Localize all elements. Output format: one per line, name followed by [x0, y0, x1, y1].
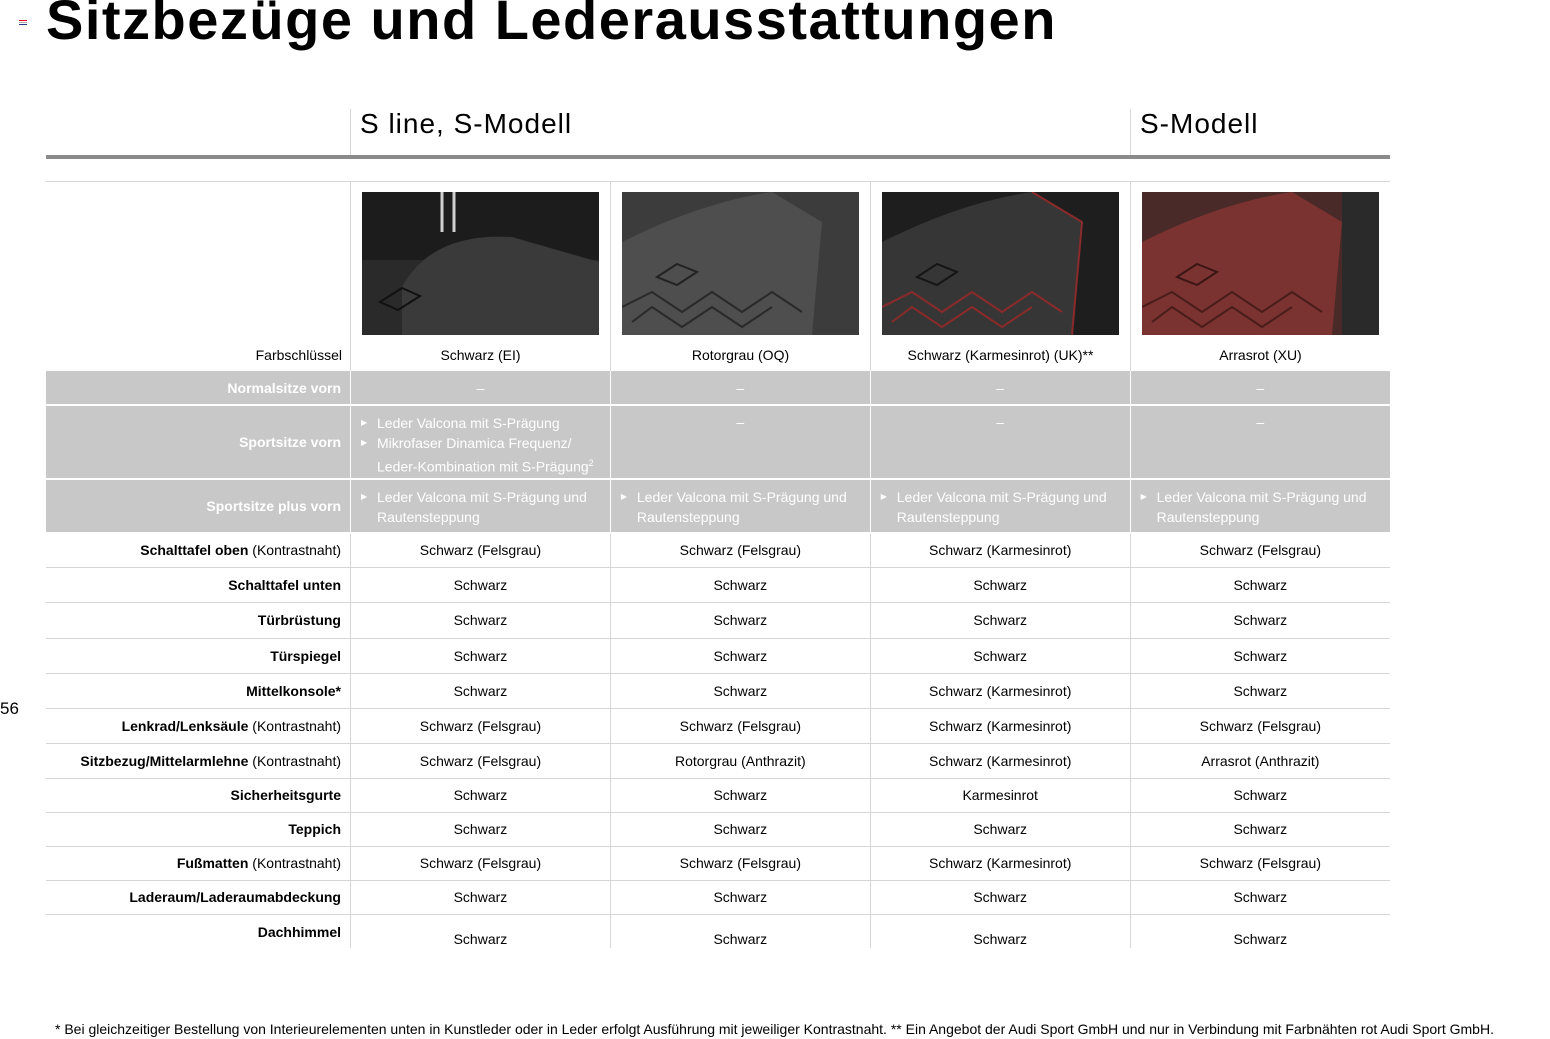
- row-label: [46, 846, 351, 880]
- table-cell: –: [870, 371, 1130, 405]
- table-cell: [610, 479, 870, 533]
- table-cell: Schwarz: [870, 602, 1130, 638]
- row-label: [46, 778, 351, 812]
- row-label-main: Dachhimmel: [257, 923, 341, 940]
- table-cell: Schwarz: [610, 914, 870, 948]
- table-cell: [870, 479, 1130, 533]
- table-cell: Schwarz: [610, 638, 870, 673]
- table-row: [46, 533, 1390, 567]
- swatch-rotorgrau: [610, 182, 870, 371]
- table-cell: Schwarz: [351, 673, 611, 708]
- table-cell: Schwarz: [1130, 812, 1390, 846]
- table-cell: Schwarz: [351, 638, 611, 673]
- row-label-main: Schalttafel oben: [140, 542, 249, 559]
- model-header-sline: S line, S-Modell: [350, 109, 1130, 155]
- row-label-main: Türbrüstung: [257, 612, 341, 628]
- row-label-main: Laderaum/Laderaumabdeckung: [129, 889, 341, 905]
- row-label-suffix: (Kontrastnaht): [248, 717, 341, 734]
- row-label: Sportsitze plus vorn: [46, 479, 351, 533]
- table-cell: Schwarz (Karmesinrot): [870, 533, 1130, 567]
- row-label: [46, 708, 351, 743]
- table-cell: –: [1130, 371, 1390, 405]
- table-cell: Schwarz: [1130, 914, 1390, 948]
- table-cell: Schwarz: [870, 567, 1130, 602]
- seat-row-normal: [46, 371, 1390, 405]
- table-row: [46, 812, 1390, 846]
- row-label-suffix: (Kontrastnaht): [248, 855, 341, 871]
- table-cell: Schwarz: [351, 880, 611, 914]
- table-cell: Schwarz (Karmesinrot): [870, 673, 1130, 708]
- swatch-name: Schwarz (Karmesinrot) (UK)**: [907, 347, 1094, 363]
- list-item: ▶ Leder Valcona mit S-Prägung: [361, 413, 601, 433]
- table-cell: Schwarz: [351, 812, 611, 846]
- list-item: ▶ Leder Valcona mit S-Prägung und Rautensteppung: [881, 487, 1121, 527]
- page-title: Sitzbezüge und Lederausstattungen: [46, 0, 1057, 51]
- table-cell: Schwarz (Felsgrau): [1130, 846, 1390, 880]
- table-cell: Schwarz: [351, 914, 611, 948]
- menu-icon[interactable]: [19, 20, 27, 26]
- table-cell: [351, 405, 611, 479]
- table-cell: Schwarz: [870, 638, 1130, 673]
- row-label-main: Schalttafel unten: [228, 576, 341, 593]
- list-item: ▶ Leder Valcona mit S-Prägung und Rautensteppung: [621, 487, 861, 527]
- table-cell: –: [610, 405, 870, 479]
- seat-row-sport: [46, 405, 1390, 479]
- table-cell: Schwarz: [610, 812, 870, 846]
- table-cell: Schwarz (Felsgrau): [351, 708, 611, 743]
- row-label-main: Mittelkonsole*: [246, 682, 341, 699]
- table-cell: –: [351, 371, 611, 405]
- model-header-smodell: S-Modell: [1130, 109, 1390, 155]
- table-cell: Schwarz: [1130, 638, 1390, 673]
- list-item: ▶ Leder Valcona mit S-Prägung und Rautensteppung: [361, 487, 601, 527]
- header-divider: [46, 155, 1390, 159]
- row-label: Sportsitze vorn: [46, 405, 351, 479]
- list-item: ▶ Leder Valcona mit S-Prägung und Rautensteppung: [1141, 487, 1381, 527]
- table-cell: Schwarz: [870, 914, 1130, 948]
- table-cell: Schwarz (Felsgrau): [1130, 708, 1390, 743]
- swatch-schwarz-karmesinrot: [870, 182, 1130, 371]
- table-cell: Arrasrot (Anthrazit): [1130, 743, 1390, 778]
- seat-black-icon: [362, 192, 599, 335]
- table-cell: Schwarz: [1130, 567, 1390, 602]
- colour-swatch-row: [46, 181, 1390, 371]
- table-row: [46, 567, 1390, 602]
- table-cell: Schwarz: [1130, 602, 1390, 638]
- model-header: [46, 109, 1390, 158]
- table-cell: Schwarz (Felsgrau): [610, 533, 870, 567]
- colour-key-label: Farbschlüssel: [255, 347, 342, 363]
- table-row: [46, 743, 1390, 778]
- table-cell: Schwarz (Karmesinrot): [870, 846, 1130, 880]
- table-row: [46, 602, 1390, 638]
- table-cell: Schwarz: [1130, 778, 1390, 812]
- row-label: [46, 743, 351, 778]
- footnote: * Bei gleichzeitiger Bestellung von Interieurelementen unten in Kunstleder oder in Leder erfolgt Ausführung mit jeweiliger Kontrastnaht. ** Ein Angebot der Audi Sport GmbH und nur in Verbindung mit Farbnähten rot Audi Sport GmbH.: [55, 1021, 1494, 1037]
- table-cell: Karmesinrot: [870, 778, 1130, 812]
- table-row: [46, 880, 1390, 914]
- table-cell: Schwarz (Felsgrau): [610, 846, 870, 880]
- swatch-arrasrot: [1130, 182, 1390, 371]
- row-label-main: Sitzbezug/Mittelarmlehne: [80, 752, 249, 769]
- row-label: [46, 812, 351, 846]
- row-label: Normalsitze vorn: [46, 371, 351, 405]
- row-label: [46, 567, 351, 602]
- list-item: [361, 433, 601, 477]
- row-label-suffix: (Kontrastnaht): [248, 752, 341, 769]
- table-cell: Schwarz: [870, 812, 1130, 846]
- table-row: [46, 914, 1390, 948]
- equipment-rows: [46, 533, 1390, 948]
- table-cell: Schwarz: [870, 880, 1130, 914]
- swatch-schwarz: [350, 182, 610, 371]
- seat-row-sport-plus: [46, 479, 1390, 533]
- seat-rotorgrau-icon: [622, 192, 859, 335]
- table-cell: Schwarz: [610, 567, 870, 602]
- table-cell: Schwarz: [351, 567, 611, 602]
- seat-arrasrot-icon: [1142, 192, 1379, 335]
- row-label: [46, 673, 351, 708]
- row-label: [46, 533, 351, 567]
- table-cell: Schwarz: [351, 778, 611, 812]
- table-cell: Schwarz (Karmesinrot): [870, 743, 1130, 778]
- table-cell: –: [870, 405, 1130, 479]
- swatch-name: Rotorgrau (OQ): [691, 347, 790, 363]
- row-label: [46, 602, 351, 638]
- table-cell: [351, 479, 611, 533]
- table-row: [46, 846, 1390, 880]
- row-label-suffix: (Kontrastnaht): [248, 542, 341, 559]
- table-cell: Schwarz: [1130, 880, 1390, 914]
- table-cell: –: [610, 371, 870, 405]
- table-cell: [1130, 479, 1390, 533]
- table-cell: Schwarz (Felsgrau): [351, 846, 611, 880]
- table-cell: Schwarz: [1130, 673, 1390, 708]
- table-cell: Schwarz (Felsgrau): [610, 708, 870, 743]
- list-item-text: Mikrofaser Dinamica Frequenz/ Leder-Kombination mit S-Prägung: [377, 435, 589, 475]
- table-row: [46, 638, 1390, 673]
- table-cell: Schwarz: [610, 602, 870, 638]
- table-cell: Rotorgrau (Anthrazit): [610, 743, 870, 778]
- table-cell: Schwarz (Karmesinrot): [870, 708, 1130, 743]
- row-label-main: Fußmatten: [176, 855, 249, 871]
- table-cell: Schwarz (Felsgrau): [1130, 533, 1390, 567]
- spec-table: [46, 371, 1390, 948]
- table-cell: Schwarz: [610, 778, 870, 812]
- table-cell: Schwarz: [610, 880, 870, 914]
- row-label-main: Türspiegel: [270, 647, 341, 664]
- table-row: [46, 673, 1390, 708]
- table-cell: Schwarz: [351, 602, 611, 638]
- table-cell: Schwarz: [610, 673, 870, 708]
- row-label: [46, 914, 351, 948]
- table-cell: –: [1130, 405, 1390, 479]
- row-label: [46, 880, 351, 914]
- table-cell: Schwarz (Felsgrau): [351, 743, 611, 778]
- seat-black-crimson-icon: [882, 192, 1119, 335]
- row-label-main: Teppich: [288, 821, 341, 837]
- row-label-main: Lenkrad/Lenksäule: [121, 717, 249, 734]
- row-label: [46, 638, 351, 673]
- table-cell: Schwarz (Felsgrau): [351, 533, 611, 567]
- page-number: 56: [0, 699, 19, 718]
- swatch-name: Schwarz (EI): [440, 347, 521, 363]
- footnote-ref: 2: [588, 458, 594, 468]
- row-label-main: Sicherheitsgurte: [230, 787, 341, 803]
- table-row: [46, 778, 1390, 812]
- swatch-name: Arrasrot (XU): [1219, 347, 1302, 363]
- table-row: [46, 708, 1390, 743]
